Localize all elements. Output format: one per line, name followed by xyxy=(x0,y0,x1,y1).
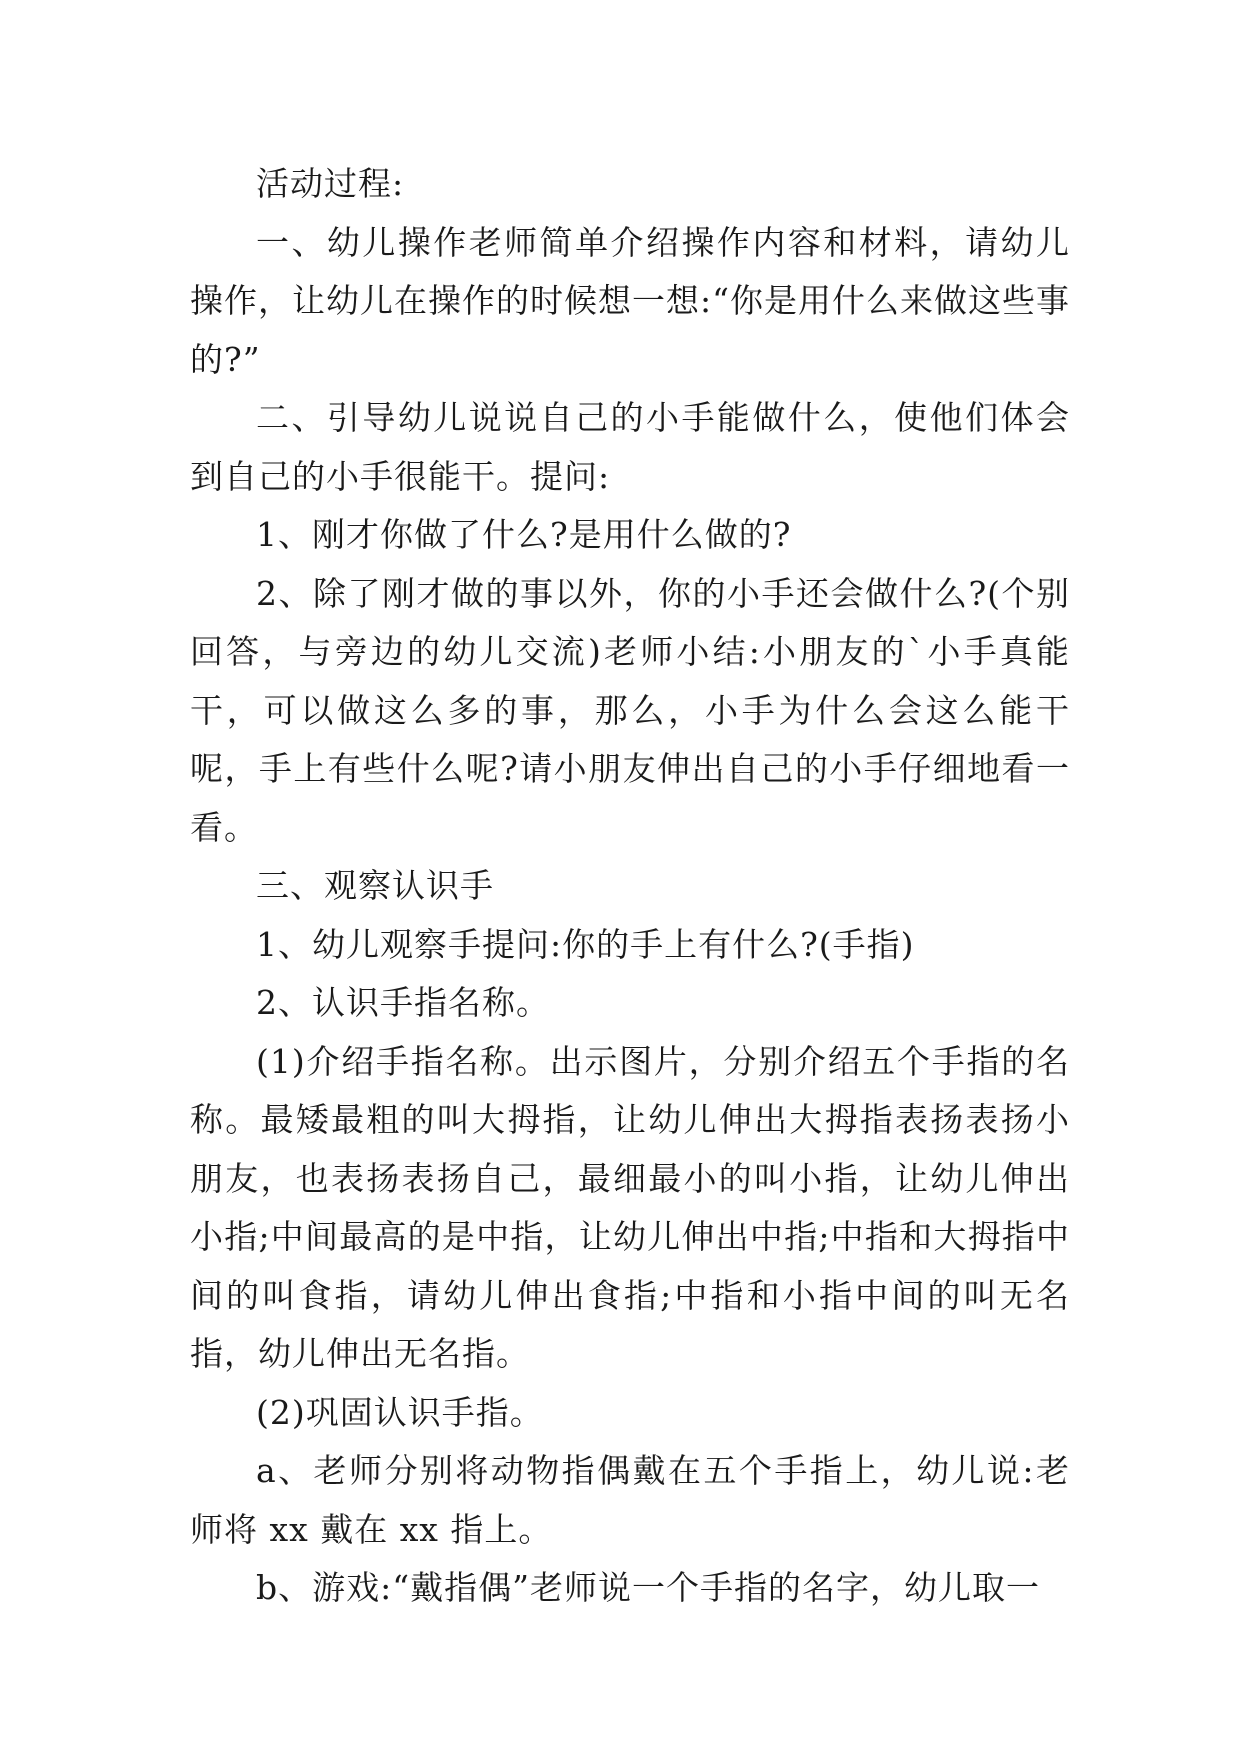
paragraph: 一、幼儿操作老师简单介绍操作内容和材料，请幼儿操作，让幼儿在操作的时候想一想:“你是用什么来做这些事的?” xyxy=(190,222,1070,379)
paragraph: a、老师分别将动物指偶戴在五个手指上，幼儿说:老师将 xx 戴在 xx 指上。 xyxy=(190,1451,1070,1549)
paragraph: 2、认识手指名称。 xyxy=(256,983,550,1022)
paragraph: b、游戏:“戴指偶”老师说一个手指的名字，幼儿取一 xyxy=(256,1568,1040,1607)
paragraph: 1、幼儿观察手提问:你的手上有什么?(手指) xyxy=(256,924,915,964)
paragraph-heading: 活动过程: xyxy=(256,164,405,203)
paragraph: 1、刚才你做了什么?是用什么做的? xyxy=(256,515,792,554)
paragraph: (2)巩固认识手指。 xyxy=(256,1392,544,1432)
paragraph-heading: 三、观察认识手 xyxy=(256,866,494,905)
paragraph: 二、引导幼儿说说自己的小手能做什么，使他们体会到自己的小手很能干。提问: xyxy=(190,398,1070,496)
paragraph: 2、除了刚才做的事以外，你的小手还会做什么?(个别回答，与旁边的幼儿交流)老师小结:小朋友的`小手真能干，可以做这么多的事，那么，小手为什么会这么能干呢，手上有些什么呢?请小朋友伸出自己的小手仔细地看一看。 xyxy=(190,573,1070,847)
document-body xyxy=(190,155,1070,1618)
paragraph: (1)介绍手指名称。出示图片，分别介绍五个手指的名称。最矮最粗的叫大拇指，让幼儿伸出大拇指表扬表扬小朋友，也表扬表扬自己，最细最小的叫小指，让幼儿伸出小指;中间最高的是中指，让幼儿伸出中指;中指和大拇指中间的叫食指，请幼儿伸出食指;中指和小指中间的叫无名指，幼儿伸出无名指。 xyxy=(190,1041,1070,1373)
